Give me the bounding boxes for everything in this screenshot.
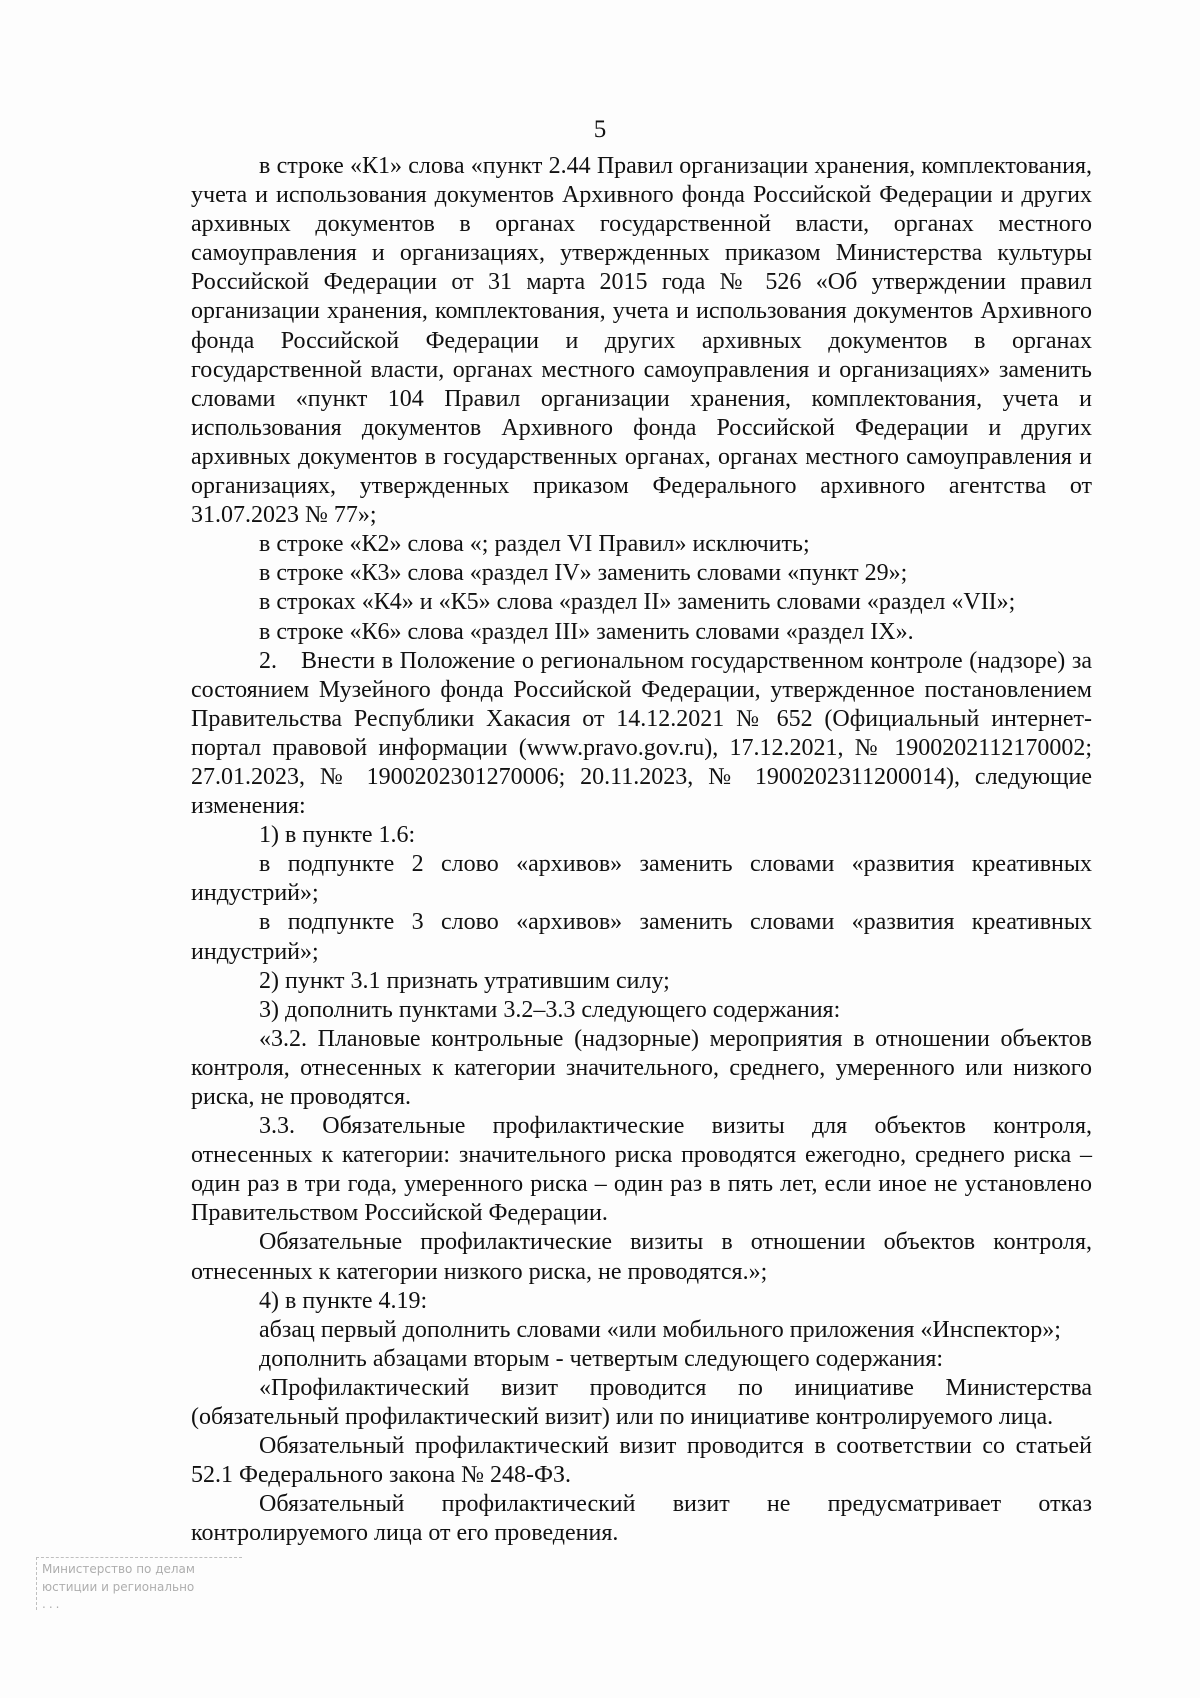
paragraph-mandatory-visit: Обязательный профилактический визит проводится в соответствии со статьей 52.1 Федерального закона № 248-ФЗ. [191, 1433, 1092, 1489]
paragraph-low-risk: Обязательные профилактические визиты в отношении объектов контроля, отнесенных к категории низкого риска, не проводятся.»; [191, 1229, 1092, 1285]
paragraph-3-2: «3.2. Плановые контрольные (надзорные) мероприятия в отношении объектов контроля, отнесенных к категории значительного, среднего, умеренного или низкого риска, не проводятся. [191, 1025, 1092, 1110]
paragraph-3-3: 3.3. Обязательные профилактические визиты для объектов контроля, отнесенных к категории: значительного риска проводятся ежегодно, среднего риска – один раз в три года, умеренного риска – один раз в пять лет, если иное не установлено Правительством Российской Федерации. [191, 1113, 1092, 1227]
paragraph-k6: в строке «К6» слова «раздел III» заменить словами «раздел IX». [259, 618, 914, 645]
paragraph-subpoint-3: в подпункте 3 слово «архивов» заменить словами «развития креативных индустрий»; [191, 909, 1092, 965]
paragraph-first-abzac: абзац первый дополнить словами «или мобильного приложения «Инспектор»; [259, 1316, 1061, 1343]
stamp-line-2: юстиции и регионально [42, 1580, 195, 1594]
registration-stamp [36, 1555, 246, 1615]
stamp-line-3: ... [42, 1597, 63, 1611]
paragraph-k1-replacement: в строке «К1» слова «пункт 2.44 Правил организации хранения, комплектования, учета и использования документов Архивного фонда Российской Федерации и других архивных документов в органах государственной власти, органах местного самоуправления и организациях, утвержденных приказом Министерства культуры Российской Федерации от 31 марта 2015 года № 526 «Об утверждении правил организации хранения, комплектования, учета и использования документов Архивного фонда Российской Федерации и других архивных документов в органах государственной власти, органах местного самоуправления и организациях» заменить словами «пункт 104 Правил организации хранения, комплектования, учета и использования документов Архивного фонда Российской Федерации и других архивных документов в государственных органах, органах местного самоуправления и организациях, утвержденных приказом Федерального архивного агентства от 31.07.2023 № 77»; [191, 153, 1092, 529]
paragraph-item-2: 2. Внести в Положение о региональном государственном контроле (надзоре) за состоянием Музейного фонда Российской Федерации, утвержденное постановлением Правительства Республики Хакасия от 14.12.2021 № 652 (Официальный интернет-портал правовой информации (www.pravo.gov.ru), 17.12.2021, № 1900202112170002; 27.01.2023, № 1900202301270006; 20.11.2023, № 1900202311200014), следующие изменения: [191, 647, 1092, 820]
document-body [191, 152, 1092, 1549]
paragraph-k2: в строке «К2» слова «; раздел VI Правил» исключить; [259, 531, 810, 558]
paragraph-subitem-2: 2) пункт 3.1 признать утратившим силу; [259, 967, 670, 994]
paragraph-subitem-1: 1) в пункте 1.6: [259, 822, 416, 849]
paragraph-k4-k5: в строках «К4» и «К5» слова «раздел II» заменить словами «раздел «VII»; [259, 589, 1016, 616]
paragraph-subitem-3: 3) дополнить пунктами 3.2–3.3 следующего содержания: [259, 996, 841, 1023]
paragraph-add-abzacs: дополнить абзацами вторым - четвертым следующего содержания: [259, 1345, 944, 1372]
stamp-line-1: Министерство по делам [42, 1562, 195, 1576]
page-number: 5 [593, 116, 607, 143]
paragraph-subpoint-2: в подпункте 2 слово «архивов» заменить словами «развития креативных индустрий»; [191, 851, 1092, 907]
paragraph-visit-initiative: «Профилактический визит проводится по инициативе Министерства (обязательный профилактический визит) или по инициативе контролируемого лица. [191, 1374, 1092, 1431]
paragraph-subitem-4: 4) в пункте 4.19: [259, 1287, 428, 1314]
paragraph-k3: в строке «К3» слова «раздел IV» заменить словами «пункт 29»; [259, 560, 908, 587]
paragraph-no-refusal: Обязательный профилактический визит не предусматривает отказ контролируемого лица от его проведения. [191, 1491, 1092, 1547]
